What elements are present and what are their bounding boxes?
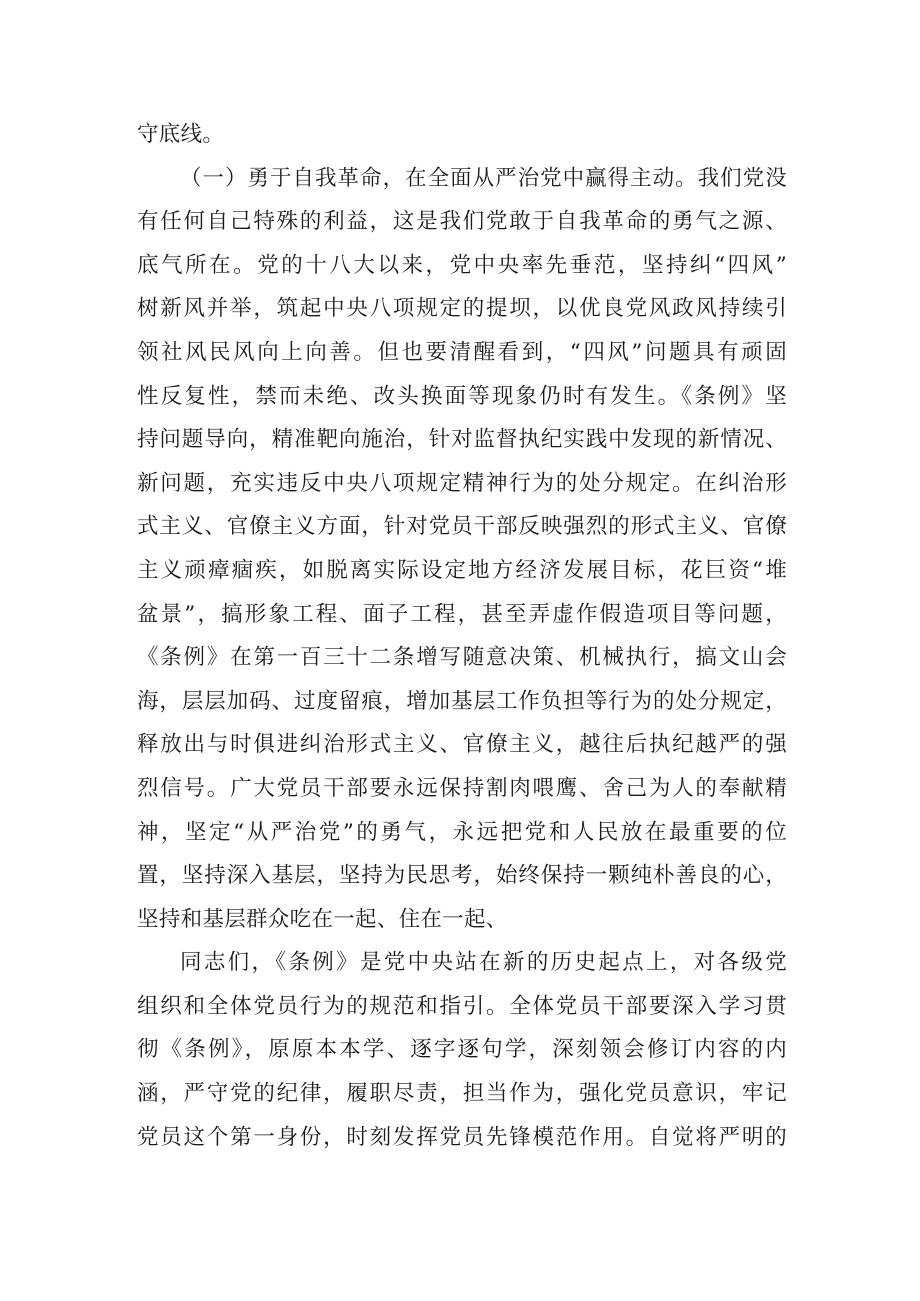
text-line: 《条例》在第一百三十二条增写随意决策、机械执行，搞文山会 [137, 645, 787, 671]
text-line: 彻《条例》，原原本本学、逐字逐句学，深刻领会修订内容的内 [137, 1037, 787, 1063]
text-line: 党员这个第一身份，时刻发挥党员先锋模范作用。自觉将严明的 [137, 1124, 787, 1150]
text-line: 守底线。 [137, 122, 225, 147]
text-line: 树新风并举，筑起中央八项规定的提坝，以优良党风政风持续引 [137, 296, 787, 322]
paragraph-self-revolution [137, 157, 787, 942]
document-body [137, 113, 787, 1159]
text-line: 坚持和基层群众吃在一起、住在一起、 [137, 906, 508, 932]
text-line: （一）勇于自我革命，在全面从严治党中赢得主动。我们党没 [180, 165, 787, 191]
text-line: 式主义、官僚主义方面，针对党员干部反映强烈的形式主义、官僚 [137, 514, 787, 540]
text-line: 神，坚定“从严治党”的勇气，永远把党和人民放在最重要的位 [137, 819, 787, 845]
text-line: 主义顽瘴痼疾，如脱离实际设定地方经济发展目标，花巨资“堆 [137, 557, 787, 583]
text-line: 释放出与时俱进纠治形式主义、官僚主义，越往后执纪越严的强 [137, 732, 787, 758]
text-line: 性反复性，禁而未绝、改头换面等现象仍时有发生。《条例》坚 [137, 383, 787, 409]
paragraph-continuation [137, 113, 787, 157]
text-line: 底气所在。党的十八大以来，党中央率先垂范，坚持纠“四风” [137, 252, 787, 278]
text-line: 领社风民风向上向善。但也要清醒看到，“四风”问题具有顽固 [137, 339, 787, 365]
text-line: 新问题，充实违反中央八项规定精神行为的处分规定。在纠治形 [137, 470, 787, 496]
text-line: 盆景”，搞形象工程、面子工程，甚至弄虚作假造项目等问题， [137, 601, 787, 627]
text-line: 有任何自己特殊的利益，这是我们党敢于自我革命的勇气之源、 [137, 209, 787, 235]
text-line: 置，坚持深入基层，坚持为民思考，始终保持一颗纯朴善良的心， [137, 863, 787, 889]
text-line: 海，层层加码、过度留痕，增加基层工作负担等行为的处分规定， [137, 688, 787, 714]
text-line: 组织和全体党员行为的规范和指引。全体党员干部要深入学习贯 [137, 993, 787, 1019]
text-line: 同志们，《条例》是党中央站在新的历史起点上，对各级党 [180, 950, 787, 976]
text-line: 烈信号。广大党员干部要永远保持割肉喂鹰、舍己为人的奉献精 [137, 775, 787, 801]
text-line: 持问题导向，精准靶向施治，针对监督执纪实践中发现的新情况、 [137, 427, 787, 453]
text-line: 涵，严守党的纪律，履职尽责，担当作为，强化党员意识，牢记 [137, 1081, 787, 1107]
paragraph-comrades [137, 941, 787, 1159]
